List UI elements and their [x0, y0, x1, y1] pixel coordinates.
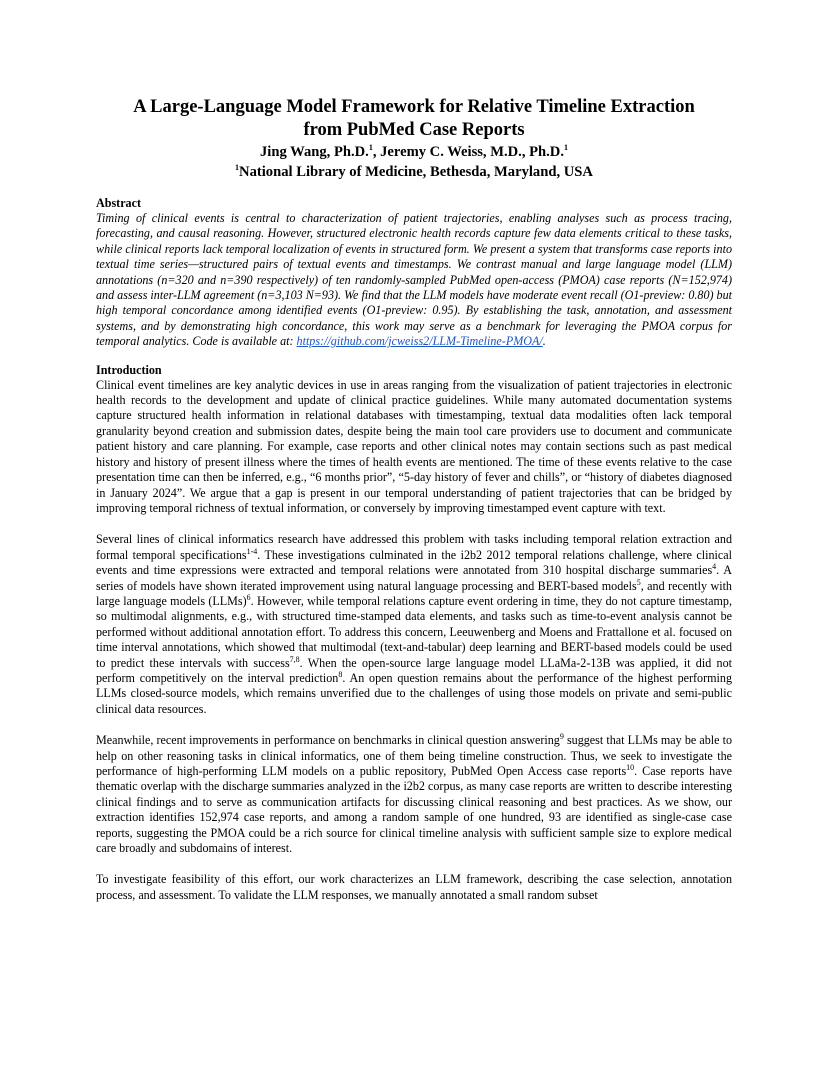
text-run: . These investigations culminated in the i2b2 2012 temporal relations challenge, where clinical events and time expressions were extracted and temporal relations were annotated from 310 hospital discharge summaries	[96, 547, 732, 578]
paper-page	[96, 96, 732, 903]
title-line-1: A Large-Language Model Framework for Relative Timeline Extraction	[133, 97, 695, 117]
code-link[interactable]: https://github.com/jcweiss2/LLM-Timeline-PMOA/	[296, 334, 543, 349]
author-name: Jeremy C. Weiss, M.D., Ph.D.	[380, 144, 564, 160]
text-run: Several lines of clinical informatics research have addressed this problem with tasks including temporal relation extraction and formal temporal specifications	[96, 532, 732, 562]
author-list	[96, 142, 732, 162]
citation: 8	[338, 669, 343, 679]
author-separator: ,	[372, 144, 381, 160]
intro-paragraph-1: Clinical event timelines are key analytic devices in use in areas ranging from the visualization of patient trajectories in electronic health records to the development and update of clinical practice guidelines. While many automated documentation systems capture structured health information in relational databases with timestamping, textual data modalities often lack temporal granularity beyond creation and submission dates, despite being the main tool care providers use to document and communicate patient history and care planning. For example, case reports and other clinical notes may contain sections such as past medical history and history of present illness where the times of health events are mentioned. The time of these events relative to the case presentation time can then be inferred, e.g., “6 months prior”, “5-day history of fever and chills”, or “history of diabetes diagnosed in January 2024”. We argue that a gap is present in our temporal understanding of patient trajectories that can be bridged by improving temporal richness of textual information, or conversely by improving timestamped event capture with text.	[96, 377, 732, 515]
citation: 7,8	[289, 654, 300, 664]
citation: 1-4	[246, 546, 258, 556]
citation: 4	[712, 562, 717, 572]
text-run: , and recently with large language models (LLMs)	[96, 578, 732, 608]
citation: 5	[636, 577, 641, 587]
intro-paragraph-4: To investigate feasibility of this effort, our work characterizes an LLM framework, describing the case selection, annotation process, and assessment. To validate the LLM responses, we manually annotated a small random subset	[96, 872, 732, 902]
affiliation-text: National Library of Medicine, Bethesda, Maryland, USA	[239, 164, 593, 180]
text-run: suggest that LLMs may be able to help on other reasoning tasks in clinical informatics, one of them being timeline construction. Thus, we seek to investigate the performance of high-performing LLM models on a public repository, PubMed Open Access case reports	[96, 733, 732, 778]
intro-paragraph-2	[96, 532, 732, 717]
abstract-body: Timing of clinical events is central to characterization of patient trajectories, enabling analyses such as process tracing, forecasting, and causal reasoning. However, structured electronic health records capture few data elements critical to these tasks, while clinical reports lack temporal localization of events in structured form. We present a system that transforms case reports into textual time series—structured pairs of textual events and timestamps. We contrast manual and large language model (LLM) annotations (n=320 and n=390 respectively) of ten randomly-sampled PubMed open-access (PMOA) case reports (N=152,974) and assess inter-LLM agreement (n=3,103 N=93). We find that the LLM models have moderate event recall (O1-preview: 0.80) but high temporal concordance among identified events (O1-preview: 0.95). By establishing the task, annotation, and assessment systems, and by demonstrating high concordance, this work may serve as a benchmark for leveraging the PMOA corpus for temporal analytics. Code is available at:	[96, 211, 733, 349]
affiliation-marker: 1	[564, 143, 568, 153]
intro-paragraph-3	[96, 733, 732, 856]
text-run: . Case reports have thematic overlap with the discharge summaries analyzed in the i2b2 corpus, as many case reports are written to describe interesting clinical findings and to serve as communication artifacts for discussing clinical reasoning and best practices. As we show, our extraction identifies 152,974 case reports, and among a random sample of one hundred, 93 are identified as single-case case reports, suggesting the PMOA could be a rich source for clinical timeline analysis with sufficient sample size to explore medical care broadly and subdomains of interest.	[96, 764, 732, 856]
text-run: Meanwhile, recent improvements in performance on benchmarks in clinical question answering	[96, 733, 560, 748]
citation: 6	[246, 592, 251, 602]
abstract-text	[96, 211, 732, 350]
affiliation-marker: 1	[235, 163, 240, 173]
author-name: Jing Wang, Ph.D.	[260, 144, 369, 160]
abstract-heading: Abstract	[96, 196, 142, 210]
text-run: . An open question remains about the performance of the highest performing LLMs closed-source models, which remains unverified due to the challenges of using those models on private and semi-public clinical data resources.	[96, 670, 732, 716]
title-line-2: from PubMed Case Reports	[303, 119, 525, 140]
text-run: . However, while temporal relations capture event ordering in time, they do not capture timestamp, so multimodal alignments, e.g., with structured time-stamped data elements, and tasks such as time-to-event analysis cannot be performed without additional annotation effort. To address this concern, Leeuwenberg and Moens and Frattallone et al. focused on time interval annotations, which showed that multimodal (text-and-tabular) deep learning and BERT-based models could be used to predict these intervals with success	[96, 593, 732, 670]
text-run: . A series of models have shown iterated improvement using natural language processing and BERT-based models	[96, 563, 732, 593]
abstract-end: .	[542, 334, 546, 349]
affiliation-marker: 1	[368, 143, 373, 153]
text-run: . When the open-source large language model LLaMa-2-13B was applied, it did not perform competitively on the interval prediction	[96, 655, 732, 685]
citation: 10	[626, 762, 635, 772]
affiliation	[96, 162, 732, 182]
citation: 9	[559, 732, 564, 742]
introduction-heading: Introduction	[96, 362, 162, 377]
paper-title	[96, 96, 732, 141]
